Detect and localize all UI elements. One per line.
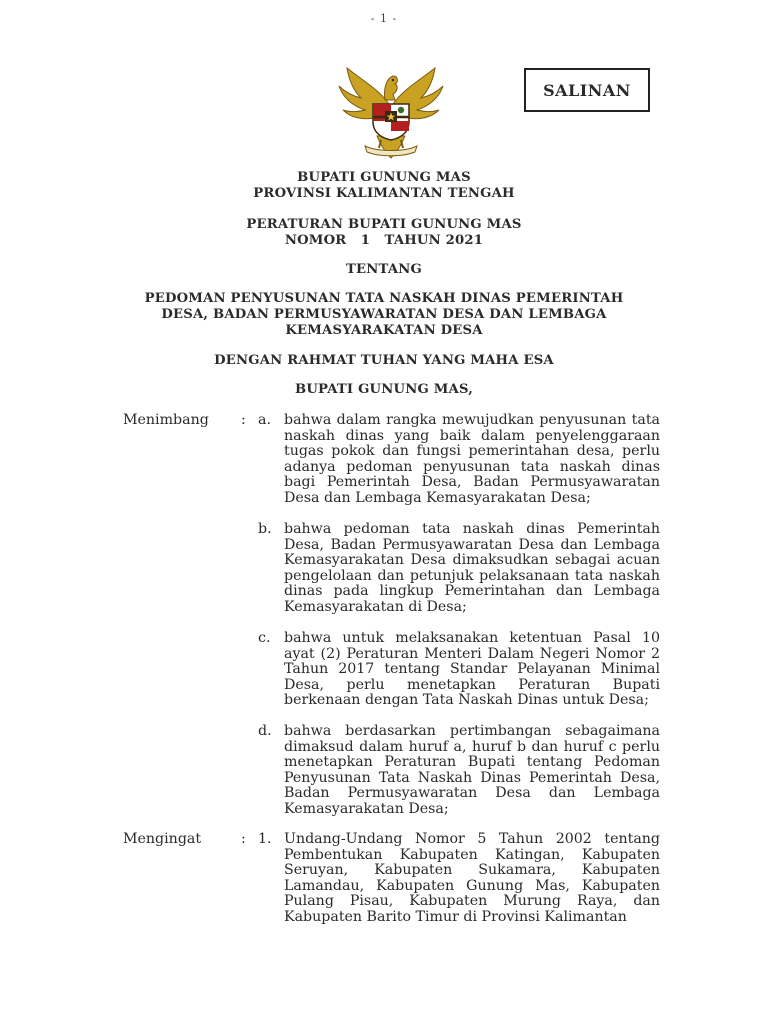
mengingat-marker-1: 1. [258, 831, 272, 847]
menimbang-item-b: bahwa pedoman tata naskah dinas Pemerintah Desa, Badan Permusyawaratan Desa dan Lembaga Kemasyarakatan Desa dimaksudkan sebagai acuan pengelolaan dan petunjuk pelaksanaan tata naskah dinas pada lingkup Pemerintahan dan Lembaga Kemasyarakatan di Desa; [284, 521, 660, 615]
regulation-number: NOMOR 1 TAHUN 2021 [284, 233, 484, 248]
menimbang-marker-d: d. [258, 723, 272, 739]
menimbang-marker-a: a. [258, 412, 271, 428]
garuda-pancasila-emblem-icon [335, 60, 447, 162]
mengingat-label: Mengingat [123, 831, 202, 847]
menimbang-marker-c: c. [258, 630, 271, 646]
menimbang-colon: : [241, 412, 246, 428]
menimbang-label: Menimbang [123, 412, 209, 428]
page-number: - 1 - [370, 12, 398, 25]
menimbang-item-c: bahwa untuk melaksanakan ketentuan Pasal 10 ayat (2) Peraturan Menteri Dalam Negeri Nomor 2 Tahun 2017 tentang Standar Pelayanan Minimal Desa, perlu menetapkan Peraturan Bupati berkenaan dengan Tata Naskah Dinas untuk Desa; [284, 630, 660, 709]
salinan-stamp-label: SALINAN [543, 80, 631, 100]
blessing-line: DENGAN RAHMAT TUHAN YANG MAHA ESA [214, 353, 554, 368]
subject-line-2: DESA, BADAN PERMUSYAWARATAN DESA DAN LEMBAGA [161, 307, 607, 322]
mengingat-item-1: Undang-Undang Nomor 5 Tahun 2002 tentang Pembentukan Kabupaten Katingan, Kabupaten Seruyan, Kabupaten Sukamara, Kabupaten Lamandau, Kabupaten Gunung Mas, Kabupaten Pulang Pisau, Kabupaten Murung Raya, dan Kabupaten Barito Timur di Provinsi Kalimantan [284, 831, 660, 925]
mengingat-colon: : [241, 831, 246, 847]
menimbang-item-d: bahwa berdasarkan pertimbangan sebagaimana dimaksud dalam huruf a, huruf b dan huruf c perlu menetapkan Peraturan Bupati tentang Pedoman Penyusunan Tata Naskah Dinas Pemerintah Desa, Badan Permusyawaratan Desa dan Lembaga Kemasyarakatan Desa; [284, 723, 660, 817]
subject-line-1: PEDOMAN PENYUSUNAN TATA NASKAH DINAS PEMERINTAH [144, 291, 624, 306]
enactor-line: BUPATI GUNUNG MAS, [295, 382, 473, 397]
menimbang-item-a: bahwa dalam rangka mewujudkan penyusunan tata naskah dinas yang baik dalam penyelenggaraan tugas pokok dan fungsi pemerintahan desa, perlu adanya pedoman penyusunan tata naskah dinas bagi Pemerintah Desa, Badan Permusyawaratan Desa dan Lembaga Kemasyarakatan Desa; [284, 412, 660, 506]
tentang-heading: TENTANG [346, 262, 422, 277]
authority-line-1: BUPATI GUNUNG MAS [297, 170, 471, 185]
subject-line-3: KEMASYARAKATAN DESA [285, 323, 483, 338]
menimbang-marker-b: b. [258, 521, 272, 537]
authority-line-2: PROVINSI KALIMANTAN TENGAH [253, 186, 515, 201]
salinan-stamp [524, 68, 650, 112]
regulation-title: PERATURAN BUPATI GUNUNG MAS [246, 217, 522, 232]
